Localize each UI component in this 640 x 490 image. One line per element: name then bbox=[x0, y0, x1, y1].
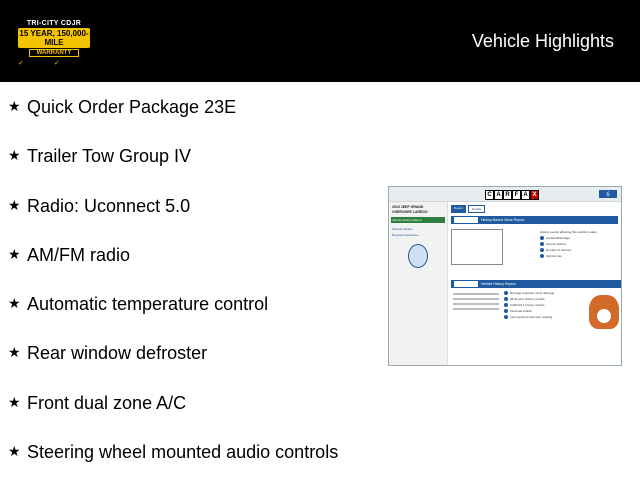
logo-warranty-years: 15 YEAR, 150,000-MILE bbox=[19, 29, 89, 47]
check-icon: ✓ bbox=[53, 60, 60, 67]
carfax-history-bar bbox=[451, 280, 622, 288]
carfax-event-label: Number of Owners bbox=[546, 248, 572, 252]
feature-label: Rear window defroster bbox=[27, 343, 208, 364]
logo-warranty-word: WARRANTY bbox=[29, 49, 79, 57]
carfax-topbar bbox=[389, 187, 621, 202]
carfax-row-label: 98 Service history records bbox=[510, 297, 545, 301]
text-line bbox=[453, 298, 499, 300]
feature-label: Automatic temperature control bbox=[27, 294, 269, 315]
page-title: Vehicle Highlights bbox=[471, 31, 614, 51]
carfax-event-label: Vehicle Use bbox=[546, 254, 562, 258]
feature-label: Quick Order Package 23E bbox=[27, 97, 237, 117]
star-icon: ★ bbox=[8, 344, 21, 361]
carfax-logo bbox=[485, 190, 539, 198]
star-icon: ★ bbox=[8, 245, 21, 262]
logo-checkmarks bbox=[18, 59, 90, 67]
carfax-row-label: Last reported odometer reading bbox=[510, 315, 553, 319]
carfax-side-link-active: Vehicle History Report bbox=[391, 217, 445, 223]
carfax-bar-label: Vehicle History Report bbox=[481, 282, 516, 286]
carfax-side-link: Window Sticker bbox=[392, 227, 413, 231]
odometer-icon bbox=[504, 315, 508, 319]
carfax-logo-letter: A bbox=[521, 190, 530, 200]
carfax-events bbox=[540, 229, 618, 259]
text-line bbox=[453, 293, 499, 295]
owner-icon bbox=[504, 303, 508, 307]
carfax-tab: Report bbox=[451, 205, 466, 213]
feature-label: Trailer Tow Group IV bbox=[27, 146, 192, 167]
carfax-row-label: CARFAX 1-Owner vehicle bbox=[510, 303, 545, 307]
feature-label: Radio: Uconnect 5.0 bbox=[27, 195, 191, 216]
carfax-logo-letter: F bbox=[512, 190, 521, 200]
star-icon: ★ bbox=[8, 147, 21, 164]
fox-face-icon bbox=[597, 309, 611, 323]
carfax-vehicle-info bbox=[451, 290, 501, 313]
text-line bbox=[453, 303, 499, 305]
carfax-side-link: Buyback Guarantee bbox=[392, 233, 419, 237]
carfax-event-label: Accident/Damage bbox=[546, 236, 570, 240]
text-line bbox=[453, 308, 499, 310]
list-item bbox=[8, 145, 338, 194]
carfax-row-label: Personal vehicle bbox=[510, 309, 533, 313]
carfax-main bbox=[448, 202, 621, 365]
carfax-value-graph bbox=[451, 229, 503, 265]
owner-icon bbox=[540, 248, 544, 252]
check-icon: ✓ bbox=[18, 60, 24, 67]
wrench-icon bbox=[540, 242, 544, 246]
star-icon: ★ bbox=[8, 196, 21, 213]
carfax-event-label: Service History bbox=[546, 242, 567, 246]
feature-label: Steering wheel mounted audio controls bbox=[27, 442, 339, 463]
star-icon: ★ bbox=[8, 443, 21, 460]
list-item bbox=[8, 244, 338, 293]
list-item bbox=[8, 96, 338, 145]
star-icon: ★ bbox=[8, 98, 21, 114]
carfax-event bbox=[540, 253, 618, 259]
alert-icon bbox=[504, 291, 508, 295]
dealer-warranty-logo bbox=[18, 20, 90, 67]
carfax-logo-letter: R bbox=[503, 190, 512, 200]
list-item bbox=[8, 392, 338, 441]
carfax-row-label: Damage reported: minor damage bbox=[510, 291, 555, 295]
list-item bbox=[8, 293, 338, 342]
carfax-events-title: History events affecting this vehicle's value bbox=[540, 230, 597, 234]
carfax-mini-logo bbox=[454, 217, 478, 223]
alert-icon bbox=[540, 236, 544, 240]
carfax-vehicle-title: 2016 JEEP GRAND CHEROKEE LAREDO bbox=[392, 205, 428, 214]
carfax-fox-mascot bbox=[589, 295, 619, 329]
carfax-mini-logo bbox=[454, 281, 478, 287]
carfax-logo-letter: X bbox=[530, 190, 539, 200]
carfax-bar-label: History-Based Value Report bbox=[481, 218, 525, 222]
header-bar bbox=[0, 0, 640, 82]
carfax-history-rows bbox=[504, 290, 582, 320]
star-icon: ★ bbox=[8, 295, 21, 312]
list-item bbox=[8, 441, 338, 490]
star-icon: ★ bbox=[8, 393, 21, 410]
carfax-logo-letter: A bbox=[494, 190, 503, 200]
car-icon bbox=[504, 309, 508, 313]
print-icon: ⎙ bbox=[599, 190, 617, 198]
logo-dealer-name: TRI-CITY CDJR bbox=[26, 20, 82, 27]
feature-label: Front dual zone A/C bbox=[27, 392, 187, 413]
carfax-value-bar bbox=[451, 216, 618, 224]
carfax-history-row bbox=[504, 314, 582, 320]
feature-label: AM/FM radio bbox=[27, 244, 131, 265]
feature-list bbox=[8, 96, 338, 490]
carfax-logo-letter: C bbox=[485, 190, 494, 200]
carfax-badge-icon bbox=[408, 244, 428, 268]
list-item bbox=[8, 195, 338, 244]
carfax-sidebar bbox=[389, 202, 448, 365]
list-item bbox=[8, 342, 338, 391]
carfax-report-thumbnail[interactable] bbox=[388, 186, 622, 366]
odometer-icon bbox=[540, 254, 544, 258]
wrench-icon bbox=[504, 297, 508, 301]
carfax-tab: Details bbox=[468, 205, 485, 213]
carfax-tabs bbox=[451, 205, 618, 213]
